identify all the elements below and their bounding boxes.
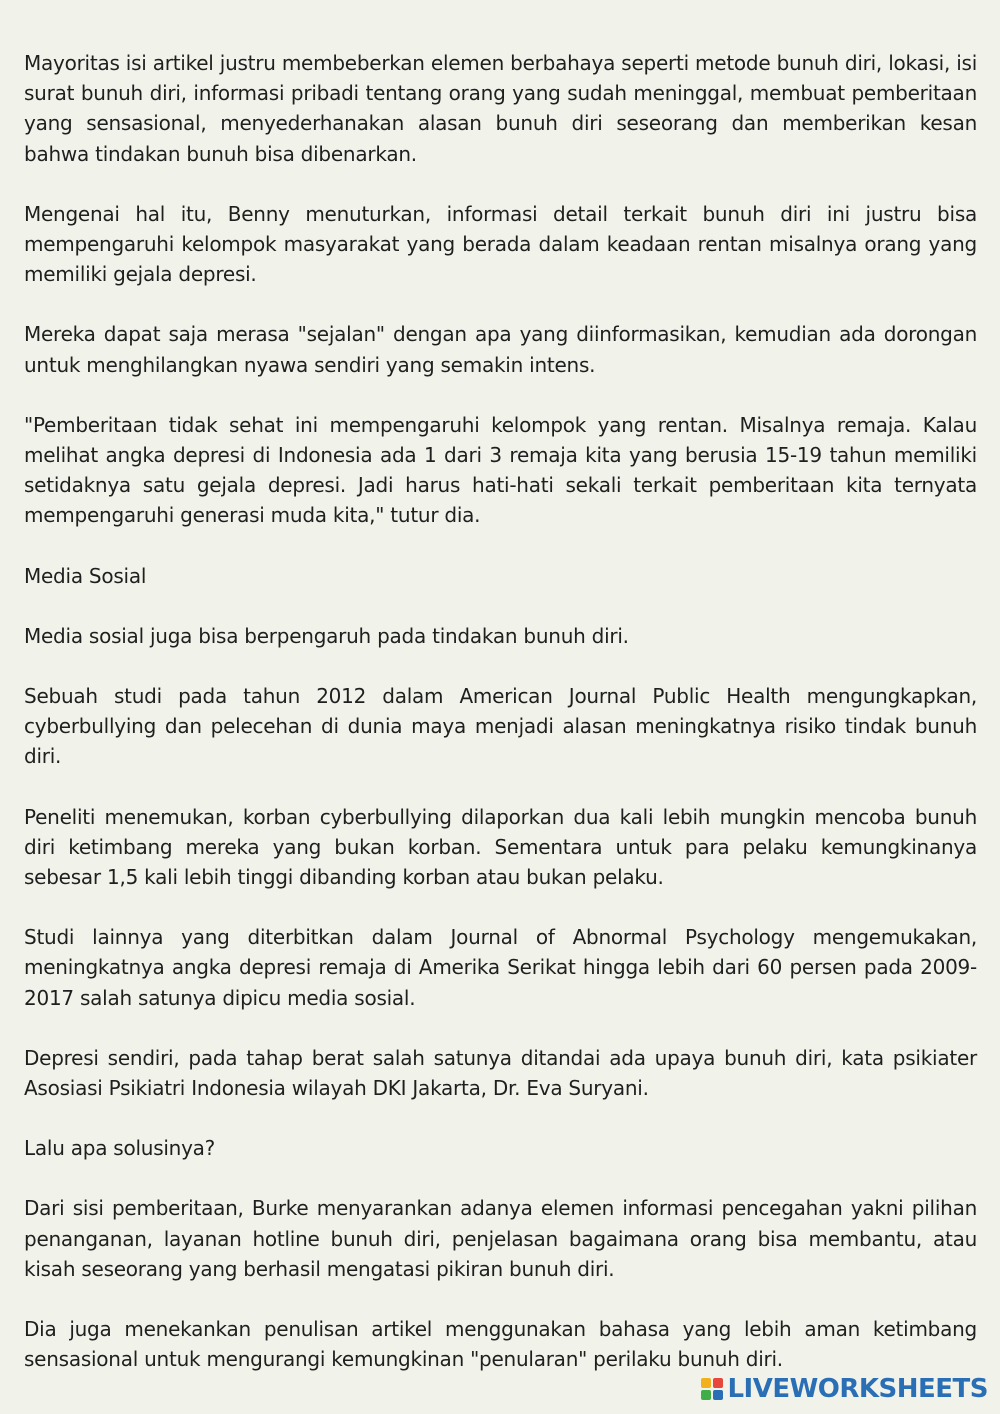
paragraph-burke: Dari sisi pemberitaan, Burke menyarankan adanya elemen informasi pencegahan yakni pilihan penanganan, layanan hotline bunuh diri, penjelasan bagaimana orang bisa membantu, atau kisah seseorang yang berhasil mengatasi pikiran bunuh diri. — [24, 1196, 977, 1281]
paragraph-peneliti: Peneliti menemukan, korban cyberbullying dilaporkan dua kali lebih mungkin mencoba bunuh diri ketimbang mereka yang bukan korban. Sementara untuk para pelaku kemungkinanya sebesar 1,5 kali lebih tinggi dibanding korban atau bukan pelaku. — [24, 804, 977, 890]
paragraph-studi-2012: Sebuah studi pada tahun 2012 dalam American Journal Public Health mengungkapkan, cyberbullying dan pelecehan di dunia maya menjadi alasan meningkatnya risiko tindak bunuh diri. — [24, 684, 977, 769]
mark-square-green — [701, 1390, 711, 1400]
section-heading-solusi: Lalu apa solusinya? — [24, 1136, 216, 1161]
mark-square-blue — [713, 1390, 723, 1400]
section-heading-media-sosial: Media Sosial — [24, 563, 147, 588]
logo-text: LIVEWORKSHEETS — [727, 1374, 988, 1404]
mark-square-yellow — [701, 1378, 711, 1388]
paragraph-benny: Mengenai hal itu, Benny menuturkan, informasi detail terkait bunuh diri ini justru bisa mempengaruhi kelompok masyarakat yang berada dalam keadaan rentan misalnya orang yang memiliki gejala depresi. — [24, 201, 977, 287]
liveworksheets-logo — [701, 1374, 988, 1404]
paragraph-media-sosial: Media sosial juga bisa berpengaruh pada tindakan bunuh diri. — [24, 623, 629, 648]
paragraph-bahasa: Dia juga menekankan penulisan artikel menggunakan bahasa yang lebih aman ketimbang sensasional untuk mengurangi kemungkinan "penularan" perilaku bunuh diri. — [24, 1317, 977, 1372]
liveworksheets-mark-icon — [701, 1378, 723, 1400]
paragraph-sejalan: Mereka dapat saja merasa "sejalan" dengan apa yang diinformasikan, kemudian ada dorongan untuk menghilangkan nyawa sendiri yang semakin intens. — [24, 322, 977, 377]
article-body — [24, 48, 977, 1405]
paragraph-depresi: Depresi sendiri, pada tahap berat salah satunya ditandai ada upaya bunuh diri, kata psikiater Asosiasi Psikiatri Indonesia wilayah DKI Jakarta, Dr. Eva Suryani. — [24, 1045, 977, 1101]
paragraph-intro: Mayoritas isi artikel justru membeberkan elemen berbahaya seperti metode bunuh diri, lokasi, isi surat bunuh diri, informasi pribadi tentang orang yang sudah meninggal, membuat pemberitaan yang sensasional, menyederhanakan alasan bunuh diri seseorang dan memberikan kesan bahwa tindakan bunuh bisa dibenarkan. — [24, 51, 977, 166]
paragraph-quote: "Pemberitaan tidak sehat ini mempengaruhi kelompok yang rentan. Misalnya remaja. Kalau melihat angka depresi di Indonesia ada 1 dari 3 remaja kita yang berusia 15-19 tahun memiliki setidaknya satu gejala depresi. Jadi harus hati-hati sekali terkait pemberitaan kita ternyata mempengaruhi generasi muda kita," tutur dia. — [24, 412, 977, 528]
paragraph-studi-lainnya: Studi lainnya yang diterbitkan dalam Journal of Abnormal Psychology mengemukakan, meningkatnya angka depresi remaja di Amerika Serikat hingga lebih dari 60 persen pada 2009-2017 salah satunya dipicu media sosial. — [24, 925, 977, 1010]
mark-square-red — [713, 1378, 723, 1388]
